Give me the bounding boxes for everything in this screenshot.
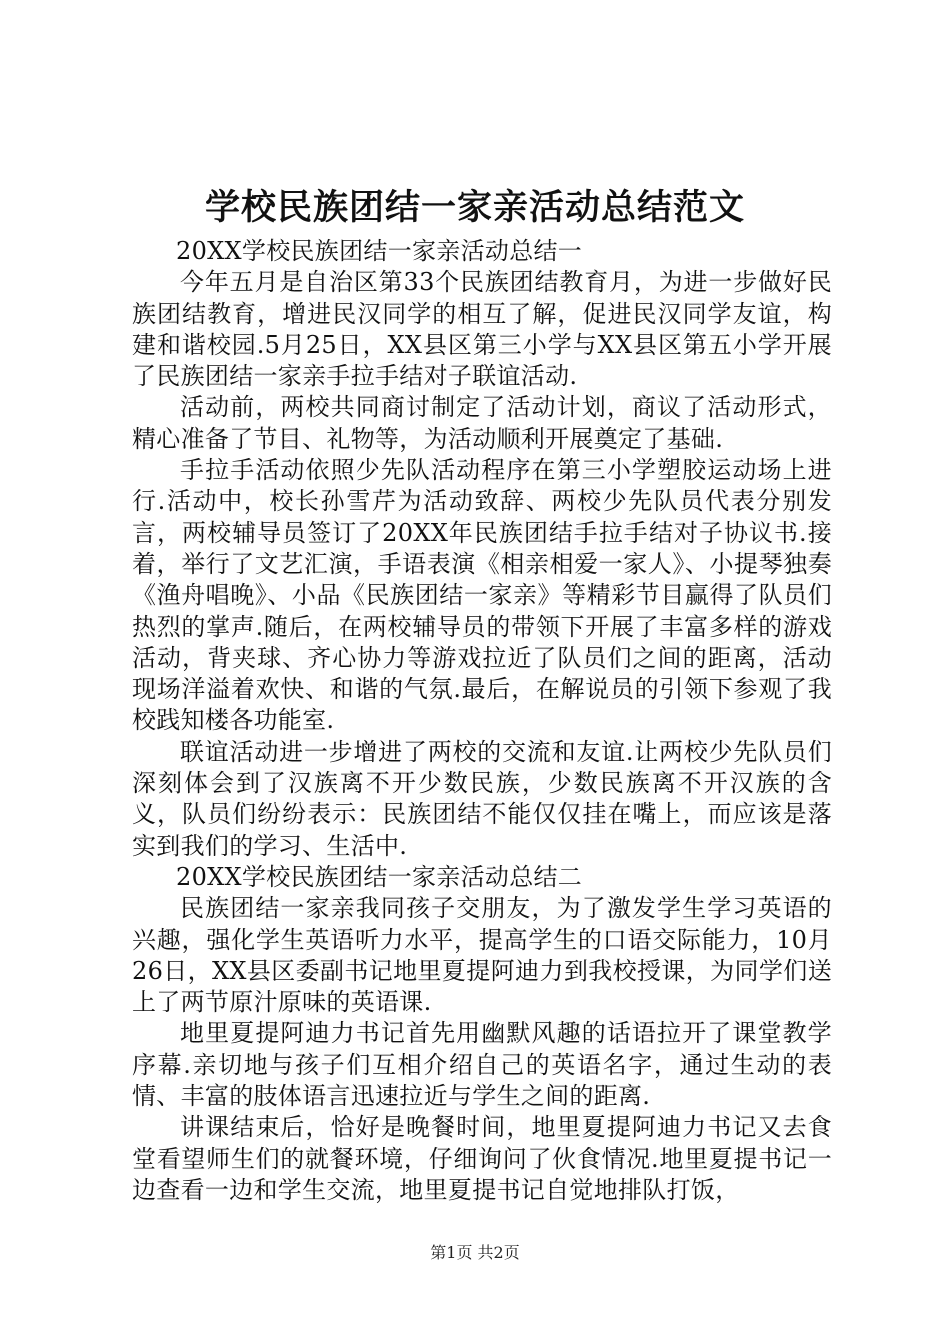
paragraph: 手拉手活动依照少先队活动程序在第三小学塑胶运动场上进行.活动中，校长孙雪芹为活动致辞、两校少先队员代表分别发言，两校辅导员签订了20XX年民族团结手拉手结对子协议书.接着，举行了文艺汇演，手语表演《相亲相爱一家人》、小提琴独奏《渔舟唱晚》、小品《民族团结一家亲》等精彩节目赢得了队员们热烈的掌声.随后，在两校辅导员的带领下开展了丰富多样的游戏活动，背夹球、齐心协力等游戏拉近了队员们之间的距离，活动现场洋溢着欢快、和谐的气氛.最后，在解说员的引领下参观了我校践知楼各功能室. xyxy=(132,456,832,735)
paragraph: 讲课结束后，恰好是晚餐时间，地里夏提阿迪力书记又去食堂看望师生们的就餐环境，仔细询问了伙食情况.地里夏提书记一边查看一边和学生交流，地里夏提书记自觉地排队打饭， xyxy=(132,1113,832,1204)
paragraph: 地里夏提阿迪力书记首先用幽默风趣的话语拉开了课堂教学序幕.亲切地与孩子们互相介绍自己的英语名字，通过生动的表情、丰富的肢体语言迅速拉近与学生之间的距离. xyxy=(132,1019,832,1111)
page-number-footer: 第1页 共2页 xyxy=(430,1243,520,1262)
section-heading-2: 20XX学校民族团结一家亲活动总结二 xyxy=(176,862,583,891)
paragraph: 民族团结一家亲我同孩子交朋友，为了激发学生学习英语的兴趣，强化学生英语听力水平，提高学生的口语交际能力，10月26日，XX县区委副书记地里夏提阿迪力到我校授课，为同学们送上了两节原汁原味的英语课. xyxy=(132,894,832,1017)
section-heading-1: 20XX学校民族团结一家亲活动总结一 xyxy=(176,237,583,265)
paragraph: 活动前，两校共同商讨制定了活动计划，商议了活动形式，精心准备了节目、礼物等，为活动顺利开展奠定了基础. xyxy=(132,393,832,453)
paragraph: 联谊活动进一步增进了两校的交流和友谊.让两校少先队员们深刻体会到了汉族离不开少数民族，少数民族离不开汉族的含义，队员们纷纷表示：民族团结不能仅仅挂在嘴上，而应该是落实到我们的学习、生活中. xyxy=(132,737,832,860)
document-title: 学校民族团结一家亲活动总结范文 xyxy=(204,187,745,228)
paragraph: 今年五月是自治区第33个民族团结教育月，为进一步做好民族团结教育，增进民汉同学的相互了解，促进民汉同学友谊，构建和谐校园.5月25日，XX县区第三小学与XX县区第五小学开展了民族团结一家亲手拉手结对子联谊活动. xyxy=(132,268,832,391)
document-body xyxy=(132,236,832,1206)
